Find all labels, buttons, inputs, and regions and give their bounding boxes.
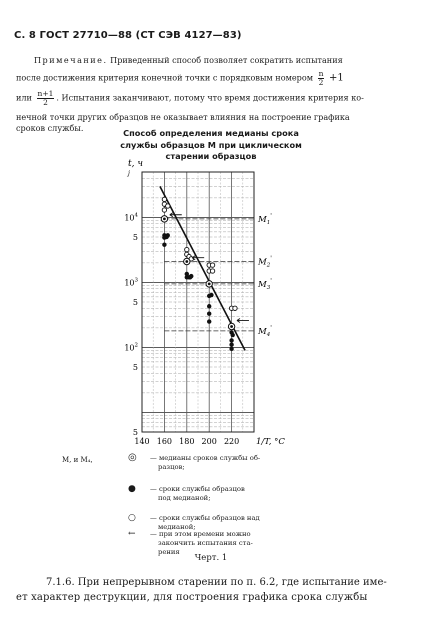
point-above-median	[166, 204, 170, 208]
x-axis-label: 1/T, °C	[256, 437, 285, 447]
legend-item-arrow: ← — при этом времени можно закончить испытания ста- рения	[128, 529, 253, 556]
legend-item-above: ○ — сроки службы образцов над медианой;	[128, 513, 260, 531]
note-text-2: после достижения критерия конечной точки с порядковым номером	[16, 72, 313, 83]
point-above-median	[162, 208, 166, 212]
note-plus-one: +1	[329, 72, 344, 84]
median-label: $M_4'$	[258, 324, 272, 338]
point-below-median	[207, 312, 211, 316]
point-below-median	[207, 304, 211, 308]
fraction-n-over-2: $\frac{n}{2}$	[318, 69, 324, 87]
body-line-1: 7.1.6. При непрерывном старении по п. 6.2, где испытание име-	[46, 577, 387, 588]
note-label: Примечание.	[34, 55, 108, 65]
legend-item-below: ● — сроки службы образцов под медианой;	[128, 484, 245, 502]
point-above-median	[233, 306, 237, 310]
note-line-5: сроков службы.	[16, 123, 84, 133]
left-arrow-icon: ←	[128, 529, 136, 539]
figure-caption: Черт. 1	[194, 553, 228, 563]
page-header: С. 8 ГОСТ 27710—88 (СТ СЭВ 4127—83)	[14, 30, 242, 41]
figure-title-line-3: старении образцов	[165, 151, 257, 161]
half-filled-circle-icon: ●	[128, 484, 136, 494]
y-tick-label: 5	[132, 363, 138, 372]
point-below-median	[162, 243, 166, 247]
x-tick-label: 140	[134, 437, 150, 446]
point-below-median	[231, 333, 235, 337]
section-7-1-6	[16, 576, 414, 605]
median-label: $M_2'$	[258, 255, 272, 269]
note-line-4: нечной точки других образцов не оказывает влияния на построение графика	[16, 112, 350, 122]
point-below-median	[188, 275, 192, 279]
fraction-n-plus-1-over-2: $\frac{n+1}{2}$	[37, 89, 54, 107]
median-point-center	[163, 217, 166, 220]
note-or: или	[16, 92, 32, 103]
point-below-median	[229, 347, 233, 351]
point-above-median	[162, 197, 166, 201]
y-tick-label: $10^4$	[124, 212, 138, 223]
point-below-median	[229, 338, 233, 342]
body-line-2: ет характер деструкции, для построения графика срока службы	[16, 591, 368, 603]
figure-title-line-2: службы образцов М при циклическом	[120, 139, 302, 150]
x-tick-label: 200	[201, 437, 217, 446]
legend-item-median: ◎ — медианы сроков службы об- разцов;	[128, 452, 261, 471]
point-below-median	[229, 343, 233, 347]
median-point-center	[230, 325, 233, 328]
y-tick-label: $10^3$	[124, 277, 138, 288]
point-below-median	[164, 235, 168, 239]
note-text-3: . Испытания заканчивают, потому что время достижения критерия ко-	[56, 92, 364, 103]
y-axis-label: t, ч	[128, 159, 143, 169]
median-label: $M_1'$	[258, 212, 272, 226]
point-above-median	[185, 247, 189, 251]
point-above-median	[210, 263, 214, 267]
y-tick-label: $10^2$	[124, 342, 138, 353]
point-below-median	[207, 319, 211, 323]
median-label: $M_3'$	[258, 277, 272, 291]
x-tick-label: 160	[156, 437, 173, 446]
y-tick-label: 5	[132, 233, 138, 242]
y-tick-label: 5	[132, 428, 138, 437]
point-below-median	[209, 293, 213, 297]
y-axis-label-sub: j	[128, 170, 130, 177]
median-point-center	[208, 282, 211, 285]
x-tick-label: 180	[179, 437, 195, 446]
median-symbol-icon: ◎	[128, 452, 137, 463]
legend-symbol-label: M, и M₄,	[62, 456, 93, 464]
open-circle-icon: ○	[128, 513, 136, 523]
median-point-center	[185, 260, 188, 263]
x-tick-label: 220	[223, 437, 240, 446]
point-above-median	[210, 269, 214, 273]
y-tick-label: 5	[132, 298, 138, 307]
figure-title-line-1: Способ определения медианы срока	[123, 128, 299, 138]
note-text-1: Приведенный способ позволяет сократить испытания	[110, 55, 343, 65]
